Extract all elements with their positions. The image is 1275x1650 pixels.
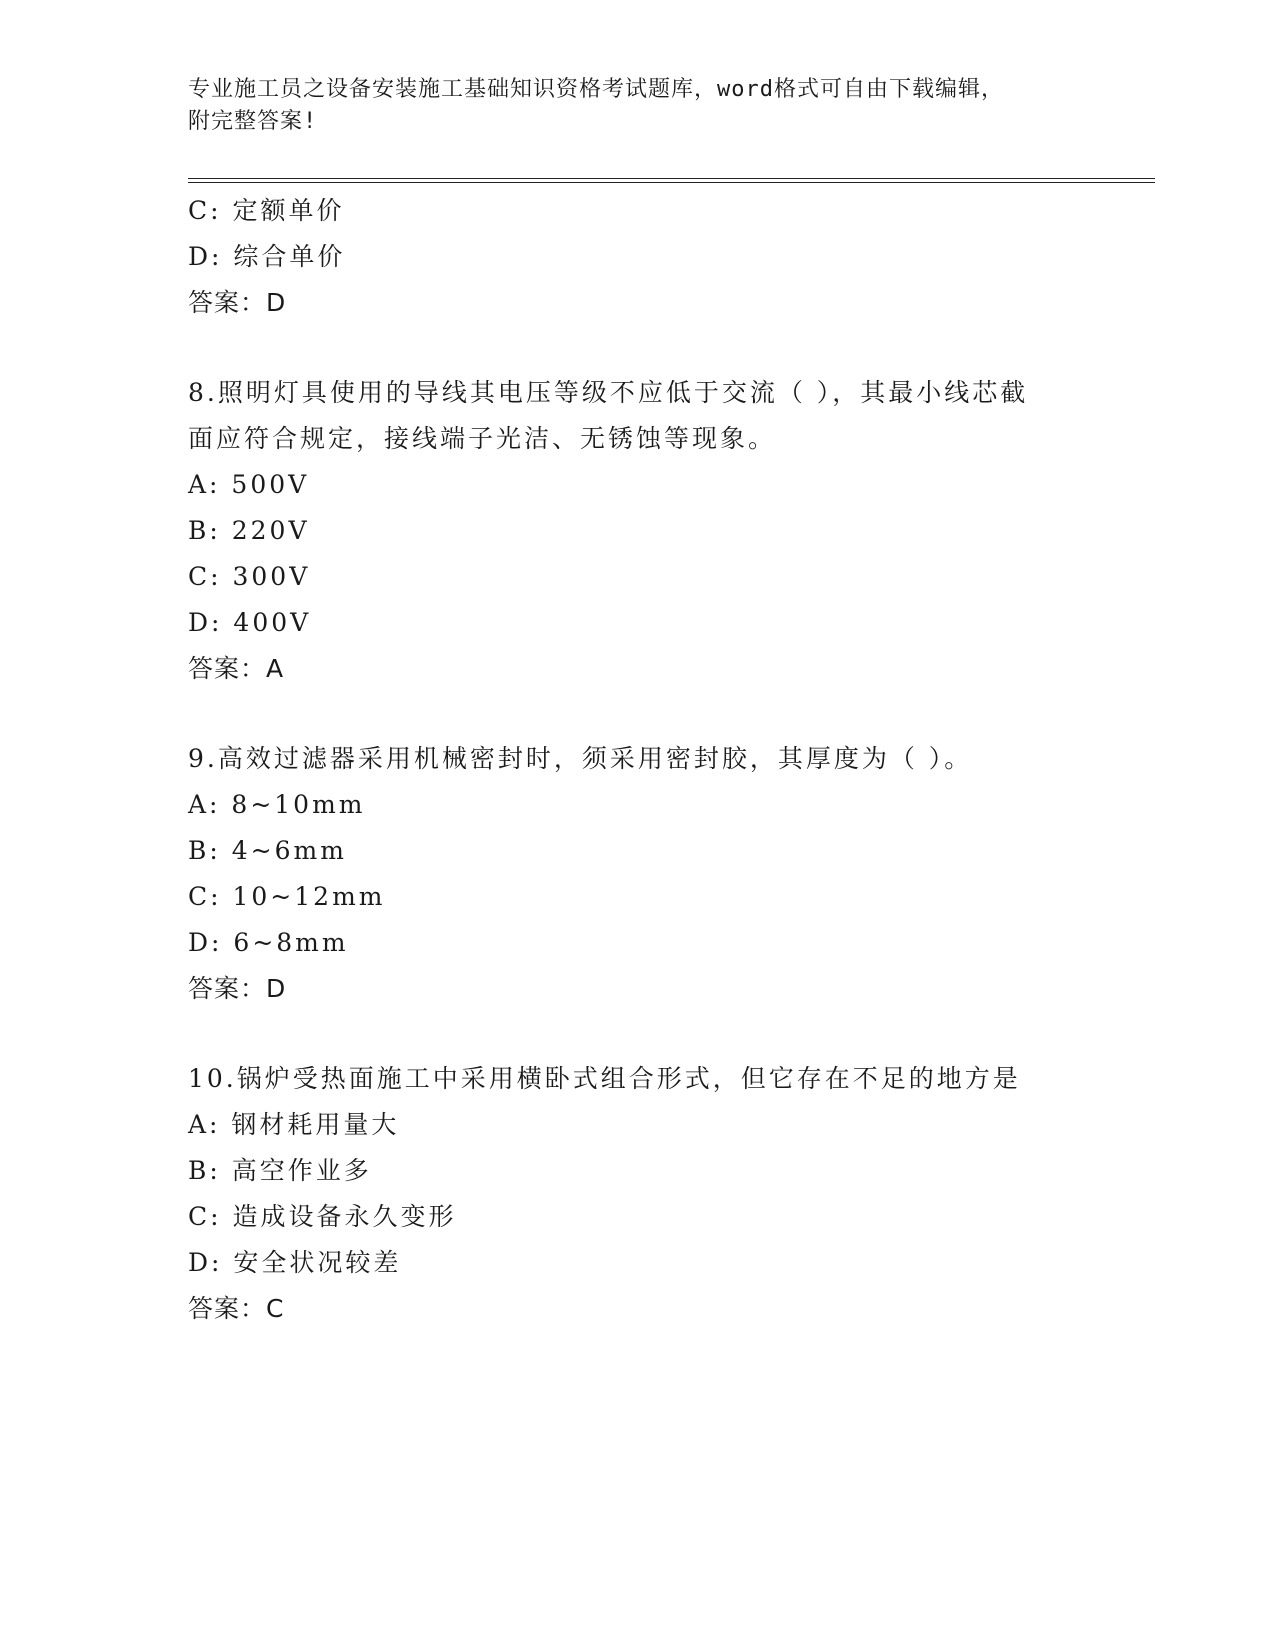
answer-line: 答案：C <box>188 1294 285 1323</box>
option-c: C: 10~12mm <box>188 882 386 911</box>
answer-line: 答案：D <box>188 974 287 1003</box>
option-b: B: 220V <box>188 516 310 545</box>
option-c: C: 造成设备永久变形 <box>188 1202 457 1231</box>
question-content <box>188 188 1148 1332</box>
answer-line: 答案：A <box>188 654 285 683</box>
answer-line: 答案：D <box>188 288 287 317</box>
question-stem-line-1: 9.高效过滤器采用机械密封时，须采用密封胶，其厚度为（ ）。 <box>188 744 973 773</box>
question-10 <box>188 1056 1148 1332</box>
option-c: C: 定额单价 <box>188 196 345 225</box>
option-d: D: 6~8mm <box>188 928 349 957</box>
header-divider-top <box>188 178 1155 179</box>
spacer <box>188 1012 1148 1056</box>
option-a: A: 钢材耗用量大 <box>188 1110 400 1139</box>
option-d: D: 400V <box>188 608 312 637</box>
option-b: B: 高空作业多 <box>188 1156 372 1185</box>
header-divider-bottom <box>188 182 1155 183</box>
question-8 <box>188 370 1148 692</box>
option-c: C: 300V <box>188 562 311 591</box>
option-b: B: 4~6mm <box>188 836 347 865</box>
spacer <box>188 692 1148 736</box>
option-d: D: 安全状况较差 <box>188 1248 402 1277</box>
option-a: A: 500V <box>188 470 310 499</box>
header-line-2: 附完整答案! <box>188 109 318 134</box>
question-stem-line-1: 8.照明灯具使用的导线其电压等级不应低于交流（ ），其最小线芯截 <box>188 378 1029 407</box>
page-header <box>188 74 1068 138</box>
question-fragment <box>188 188 1148 326</box>
question-stem-line-2: 面应符合规定，接线端子光洁、无锈蚀等现象。 <box>188 424 777 453</box>
spacer <box>188 326 1148 370</box>
question-9 <box>188 736 1148 1012</box>
option-a: A: 8~10mm <box>188 790 366 819</box>
option-d: D: 综合单价 <box>188 242 346 271</box>
header-line-1: 专业施工员之设备安装施工基础知识资格考试题库，word格式可自由下载编辑， <box>188 77 1004 102</box>
question-stem-line-1: 10.锅炉受热面施工中采用横卧式组合形式，但它存在不足的地方是 <box>188 1064 1021 1093</box>
